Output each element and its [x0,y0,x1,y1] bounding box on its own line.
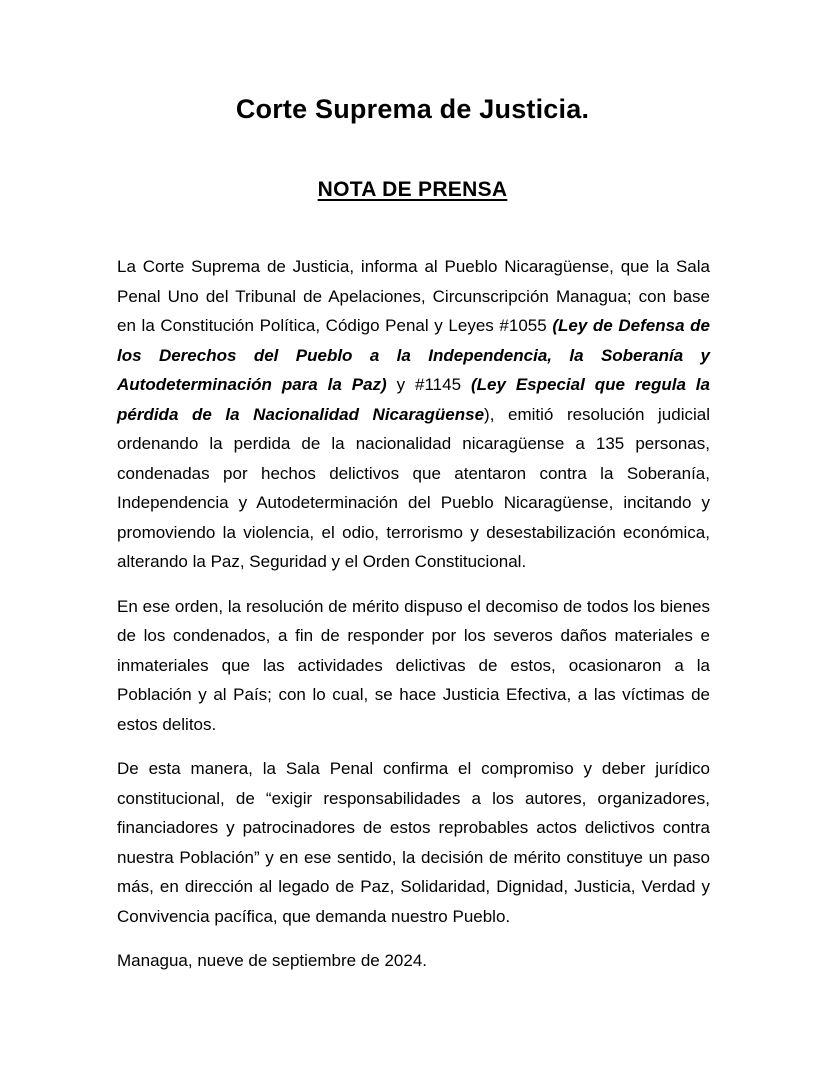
paragraph-commitment [117,754,710,931]
text-run: De esta manera, la Sala Penal confirma el compromiso y deber jurídico constitucional, de “exigir responsabilidades a los autores, organizadores, financiadores y patrocinadores de estos reprobables actos delictivos contra nuestra Población” y en ese sentido, la decisión de mérito constituye un paso más, en dirección al legado de Paz, Solidaridad, Dignidad, Justicia, Verdad y Convivencia pacífica, que demanda nuestro Pueblo. [117,759,710,926]
text-run: En ese orden, la resolución de mérito dispuso el decomiso de todos los bienes de los condenados, a fin de responder por los severos daños materiales e inmateriales que las actividades delictivas de estos, ocasionaron a la Población y al País; con lo cual, se hace Justicia Efectiva, a las víctimas de estos delitos. [117,596,710,734]
document-title: Corte Suprema de Justicia. [235,94,590,124]
law-name-emphasis: (Ley de Defensa de los Derechos del Pueblo a la Independencia, la Soberanía y Autodeterminación para la Paz) [117,316,710,395]
text-run: y #1145 [386,375,471,395]
text-run: La Corte Suprema de Justicia, informa al Pueblo Nicaragüense, que la Sala Penal Uno del Tribunal de Apelaciones, Circunscripción Managua; con base en la Constitución Política, Código Penal y Leyes #1055 [117,257,710,336]
law-name-emphasis: (Ley Especial que regula la pérdida de la Nacionalidad Nicaragüense [117,375,710,424]
dateline [117,946,710,976]
paragraph-resolution [117,252,710,577]
paragraph-confiscation [117,592,710,740]
text-run: Managua, nueve de septiembre de 2024. [117,951,428,971]
text-run: ), emitió resolución judicial ordenando la perdida de la nacionalidad nicaragüense a 135 personas, condenadas por hechos delictivos que atentaron contra la Soberanía, Independencia y Autodeterminación del Pueblo Nicaragüense, incitando y promoviendo la violencia, el odio, terrorismo y desestabilización económica, alterando la Paz, Seguridad y el Orden Constitucional. [117,404,710,572]
document-subtitle: NOTA DE PRENSA [317,178,508,202]
document-body [117,252,710,976]
